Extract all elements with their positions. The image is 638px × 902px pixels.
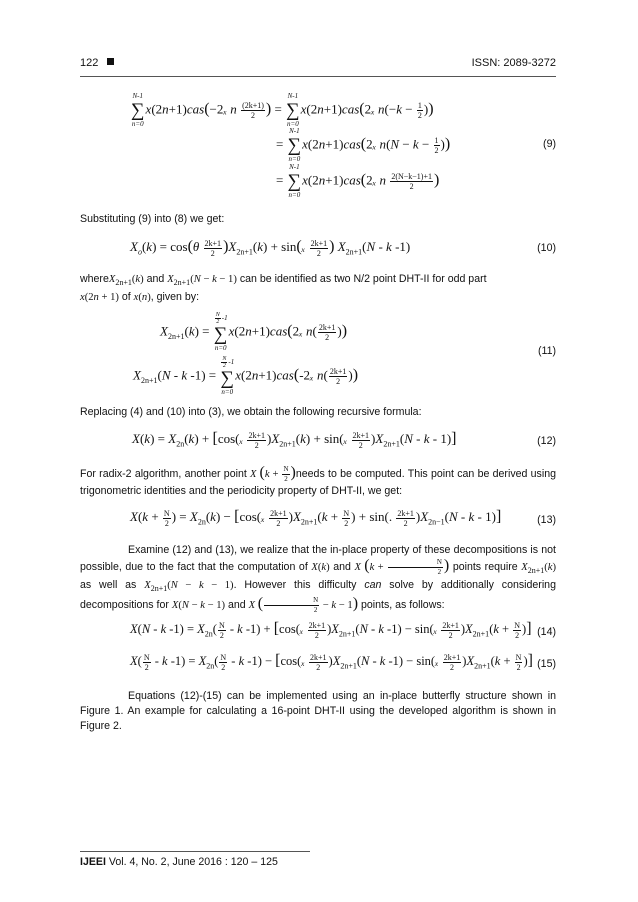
- equation-11-line-1: $X_{2n+1}(k)$ = $\frac{N}{2}$ -1 ∑ n=0 x(2n+1)cas(2ₓ n( $\frac{2k+1}{2}$ )): [160, 312, 348, 352]
- equation-11-line-2: $X_{2n+1}(N$ - k -1) = $\frac{N}{2}$ -1 ∑ n=0 x(2n+1)cas(-2ₓ n( $\frac{2k+1}{2}$ )): [133, 356, 359, 396]
- issn: ISSN: 2089-3272: [471, 57, 556, 69]
- equation-13: X(k + $\frac{N}{2}$ ) = $X_{2n}(k) - [\cos(_x$ $\frac{2k+1}{2}$ )$X_{2n+1}(k$ + $\frac{N}{2}$ ) + sin(. $\frac{2k+1}{2}$ )$X_{2n-1}(N$ - k - 1)]: [130, 508, 502, 528]
- paragraph-final: Equations (12)-(15) can be implemented using an in-place butterfly structure shown in Figure 1. An example for calculating a 16-point DHT-II using the developed algorithm is shown in Figure 2.: [80, 690, 556, 732]
- square-bullet-icon: [107, 58, 114, 65]
- page-number: 122: [80, 57, 114, 69]
- equation-10: $X_o(k) = \cos(\theta$ $\frac{2k+1}{2}$ )$X_{2n+1}(k) + \sin(_x$ $\frac{2k+1}{2}$ ) $X_{2n+1}(N$ - k -1): [130, 238, 411, 258]
- equation-9-line-2: = N-1 ∑ n=0 x(2n+1)cas(2ₓ n(N − k − $\frac{1}{2}$ )): [276, 127, 451, 163]
- page-footer: [80, 856, 278, 868]
- equation-14-number: (14): [537, 626, 556, 638]
- equation-10-number: (10): [537, 242, 556, 254]
- equation-12: $X(k) = X_{2n}(k) + [\cos(_x$ $\frac{2k+1}{2}$ )$X_{2n+1}(k) + \sin(_x$ $\frac{2k+1}{2}$ )$X_{2n+1}(N$ - k - 1)]: [132, 430, 457, 450]
- equation-12-number: (12): [537, 435, 556, 447]
- footer-rule: [80, 851, 310, 852]
- footer-journal: IJEEI: [80, 856, 106, 868]
- paragraph-radix: For radix-2 algorithm, another point X (k + $\frac{N}{2}$ )needs to be computed. This point can be derived using trigonometric identities and the periodicity property of DHT-II, we get:: [80, 464, 556, 498]
- header-rule: [80, 76, 556, 77]
- paragraph-where: whereX$_{2n+1}$(k) and $X_{2n+1}(N - k - 1)$ can be identified as two N/2 point DHT-II for odd part x(2n + 1) of x(n), given by:: [80, 273, 487, 304]
- paragraph-substituting: Substituting (9) into (8) we get:: [80, 213, 225, 225]
- footer-details: Vol. 4, No. 2, June 2016 : 120 – 125: [105, 856, 278, 868]
- equation-9-number: (9): [543, 138, 556, 150]
- page-header: [80, 57, 556, 73]
- paragraph-replacing: Replacing (4) and (10) into (3), we obtain the following recursive formula:: [80, 406, 422, 418]
- equation-15: X( $\frac{N}{2}$ - k $-1) = X_{2n}$( $\frac{N}{2}$ - k -1) − [cos(ₓ $\frac{2k+1}{2}$ )$X_{2n+1}(N$ - k -1) − sin(ₓ $\frac{2k+1}{2}$ )$X_{2n+1}(k$ + $\frac{N}{2}$ )]: [130, 652, 533, 672]
- equation-13-number: (13): [537, 514, 556, 526]
- equation-11-number: (11): [537, 345, 556, 357]
- paragraph-examine: Examine (12) and (13), we realize that the in-place property of these decompositions is not possible, due to the fact that the computation of X(k) and X (k + $\frac{N}{2}$ ) points require $X_{2n+1}(k)$ as well as $X_{2n+1}(N - k - 1)$. However this difficulty can solve by additionally considering decompositions for X(N − k − 1) and X ( $\frac{N}{2}$ − k − 1) points, as follows:: [80, 544, 557, 615]
- equation-9-line-3: = N-1 ∑ n=0 x(2n+1)cas(2ₓ n $\frac{2(N-k-1)+1}{2}$ ): [276, 163, 440, 199]
- equation-15-number: (15): [537, 658, 556, 670]
- equation-14: X(N - k $-1) = X_{2n}$( $\frac{N}{2}$ - k -1) + [cos(ₓ $\frac{2k+1}{2}$ )$X_{2n+1}(N$ - k -1) − sin(ₓ $\frac{2k+1}{2}$ )$X_{2n+1}(k$ + $\frac{N}{2}$ )]: [130, 620, 532, 640]
- equation-9-line-1: N-1 ∑ n=0 x(2n+1)cas(−2ₓ n $\frac{(2k+1)}{2}$ ) = N-1 ∑ n=0 x(2n+1)cas(2ₓ n(−k − $\frac{1}{2}$ )): [131, 92, 434, 128]
